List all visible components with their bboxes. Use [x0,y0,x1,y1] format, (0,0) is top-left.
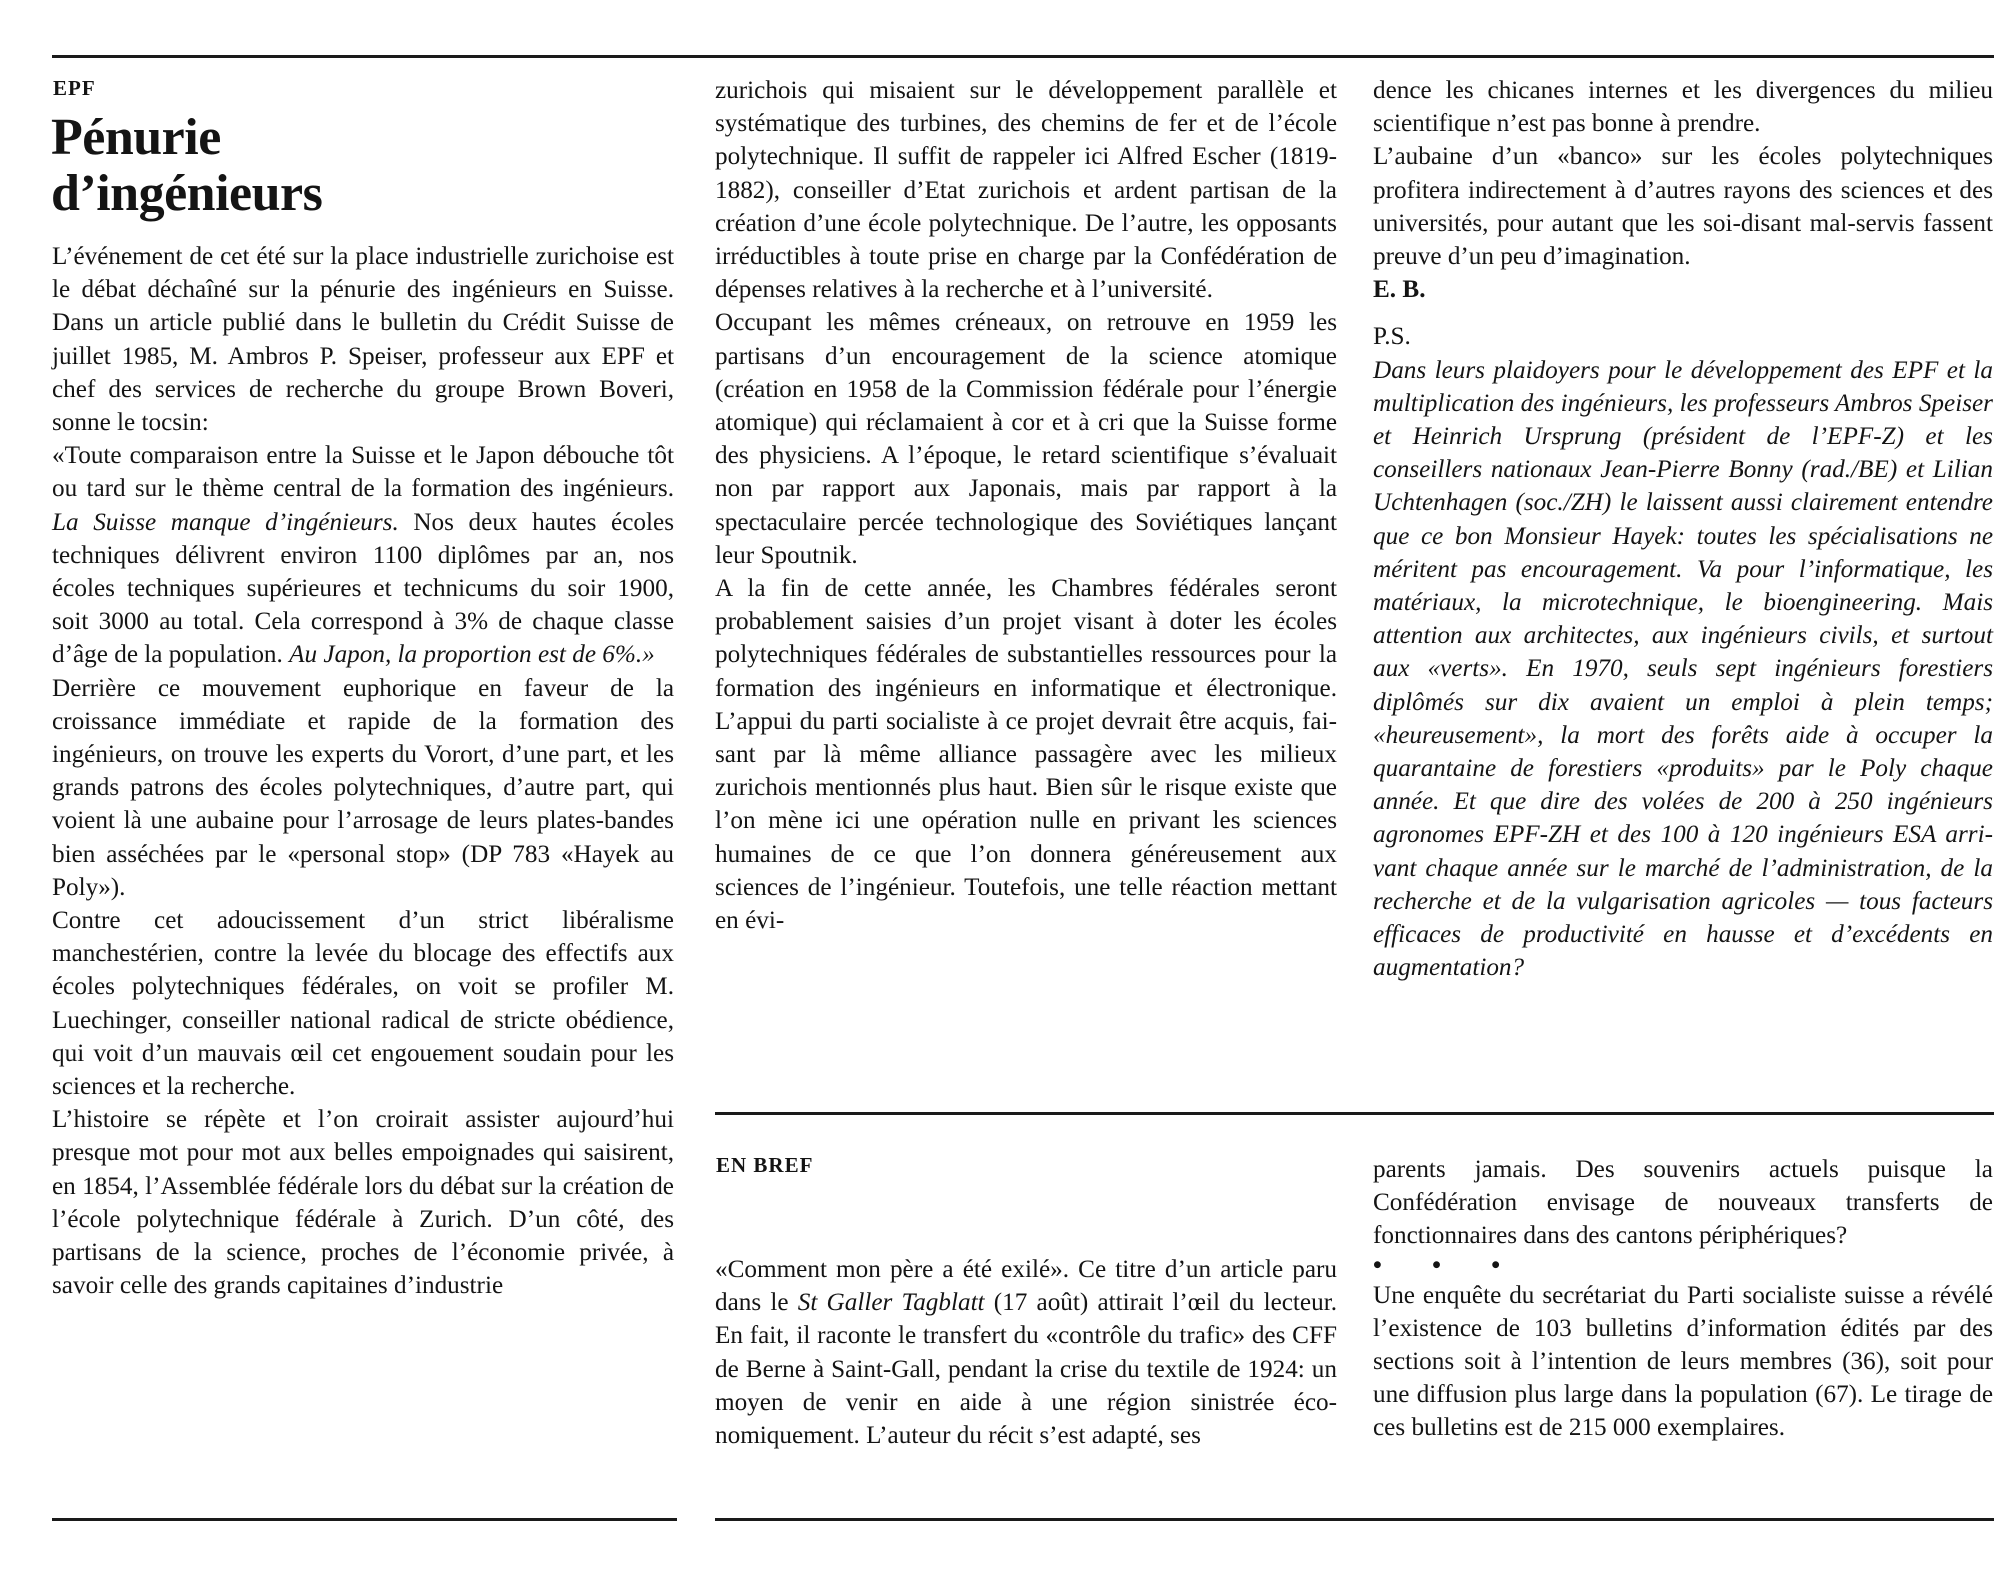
article-title-line-1: Pénurie [51,109,221,166]
article-paragraph: dence les chicanes internes et les divergences du milieu scientifique n’est pas bonne à prendre. [1373,77,1993,138]
newspaper-title: St Galler Tagblatt [797,1289,985,1317]
brief-paragraph: parents jamais. Des souvenirs actuels puisque la Confédération envisage de nouveaux transferts de fonctionnaires dans des cantons périphériques? [1373,1156,1993,1250]
article-paragraph: Contre cet adoucissement d’un strict libéralisme manchestérien, contre la levée du blocage des effectifs aux écoles polytechniques fédérales, on voit se profiler M. Luechinger, conseiller national radical de stricte obédience, qui voit d’un mauvais œil cet engouement soudain pour les sciences et la recherche. [52,907,674,1101]
article-paragraph: L’aubaine d’un «banco» sur les écoles polytechniques profitera indirectement à d’autres rayons des sciences et des universités, pour autant que les soi-disant mal-servis fassent preuve d’un peu d’imagination. [1373,143,1993,271]
article-paragraph: zurichois qui misaient sur le développement parallèle et systématique des turbines, des chemins de fer et de l’école polytechnique. Il suffit de rappeler ici Alfred Escher (1819-1882), conseiller d’Etat zurichois et ardent partisan de la création d’une école polytechnique. De l’autre, les opposants irréductibles à toute prise en charge par la Confédération de dépenses relatives à la recherche et à l’université. [715,77,1337,304]
quote-text: «Toute comparaison entre la Suisse et le Japon débouche tôt ou tard sur le thème central de la formation des ingénieurs. [52,442,674,503]
quote-text: Nos deux hautes écoles techniques délivrent environ 1100 diplômes par an, nos écoles techniques supérieures et technicums du soir 1900, soit 3000 au total. Cela correspond à 3% de chaque classe d’âge de la population. [52,508,674,669]
brief-paragraph [715,1253,1337,1452]
brief-text: «Comment mon père a été exilé». Ce titre d’un article paru dans le [715,1256,1337,1317]
brief-column-1 [715,1253,1337,1452]
section-kicker: EPF [53,76,96,100]
top-rule [52,55,1994,58]
mid-rule [715,1112,1994,1115]
postscript-label: P.S. [1373,323,1411,351]
brief-separator: • • • [1373,1251,1523,1279]
article-column-3 [1373,74,1993,984]
article-title-line-2: d’ingénieurs [51,165,323,222]
article-paragraph: L’histoire se répète et l’on croirait assister aujourd’hui presque mot pour mot aux belles empoignades qui saisirent, en 1854, l’Assemblée fédérale lors du débat sur la création de l’école polytechnique fédérale à Zurich. D’un côté, des partisans de la science, proches de l’économie privée, à savoir celle des grands capitaines d’industrie [52,1106,674,1300]
brief-text: (17 août) attirait l’œil du lecteur. En fait, il raconte le transfert du «contrôle du trafic» des CFF de Berne à Saint-Gall, pendant la crise du textile de 1924: un moyen de venir en aide à une région sinistrée économiquement. L’auteur du récit s’est adapté, ses [715,1289,1337,1450]
article-paragraph: L’événement de cet été sur la place industrielle zurichoise est le débat déchaîné sur la pénurie des ingénieurs en Suisse. Dans un article publié dans le bulletin du Crédit Suisse de juillet 1985, M. Ambros P. Speiser, professeur aux EPF et chef des services de recherche du groupe Brown Boveri, sonne le tocsin: [52,243,674,437]
article-column-1 [52,240,674,1303]
quote-emphasis: La Suisse manque d’ingénieurs. [52,508,399,536]
postscript-text: Dans leurs plaidoyers pour le développement des EPF et la multiplication des ingénieurs, les professeurs Ambros Speiser et Heinrich Ursprung (président de l’EPF-Z) et les conseillers nationaux Jean-Pierre Bonny (rad./BE) et Lilian Uchtenhagen (soc./ZH) le laissent aussi clairement entendre que ce bon Monsieur Hayek: toutes les spécialisations ne méritent pas encouragement. Va pour l’informatique, les matériaux, la microtechnique, le bioengineering. Mais attention aux architectes, aux ingénieurs civils, et surtout aux «verts». En 1970, seuls sept ingénieurs forestiers diplômés sur dix avaient un emploi à plein temps; «heureusement», la mort des forêts aide à occuper la quarantaine de forestiers «produits» par le Poly chaque année. Et que dire des volées de 200 à 250 ingénieurs agronomes EPF-ZH et des 100 à 120 ingénieurs ESA arrivant chaque année sur le marché de l’administration, de la recherche et de la vulgarisation agricoles — tous facteurs efficaces de productivité en hausse et d’excédents en augmentation? [1373,356,1993,982]
brief-paragraph: Une enquête du secrétariat du Parti socialiste suisse a révélé l’existence de 103 bulletins d’information édités par des sections soit à l’intention de leurs membres (36), soit pour une diffusion plus large dans la population (67). Le tirage de ces bulletins est de 215 000 exemplaires. [1373,1281,1993,1442]
author-signature: E. B. [1373,276,1426,304]
article-column-2 [715,74,1337,937]
brief-kicker: EN BREF [716,1153,814,1177]
article-paragraph: A la fin de cette année, les Chambres fédérales seront probablement saisies d’un projet visant à doter les écoles polytechniques fédérales de substantielles ressources pour la formation des ingénieurs en informatique et électronique. L’appui du parti socialiste à ce projet devrait être acquis, faisant par là même alliance passagère avec les milieux zurichois mentionnés plus haut. Bien sûr le risque existe que l’on mène ici une opération nulle en privant les sciences humaines de ce que l’on donnera généreusement aux sciences de l’ingénieur. Toutefois, une telle réaction mettant en évi- [715,575,1337,935]
article-quote-paragraph [52,439,674,671]
article-title [51,110,322,222]
bottom-rule-right [715,1518,1994,1521]
quote-emphasis: Au Japon, la proportion est de 6%.» [289,641,655,669]
article-paragraph: Occupant les mêmes créneaux, on retrouve en 1959 les partisans d’un encouragement de la science atomique (création en 1958 de la Commission fédérale pour l’énergie atomique) qui réclamaient à cor et à cri que la Suisse forme des physiciens. A l’époque, le retard scientifique s’évaluait non par rapport aux Japonais, mais par rapport à la spectaculaire percée technologique des Soviétiques lançant leur Spoutnik. [715,309,1337,569]
brief-column-2 [1373,1153,1993,1445]
article-paragraph: Derrière ce mouvement euphorique en faveur de la croissance immédiate et rapide de la formation des ingénieurs, on trouve les experts du Vorort, d’une part, et les grands patrons des écoles polytechniques, d’autre part, qui voient là une aubaine pour l’arrosage de leurs plates-bandes bien asséchées par le «personal stop» (DP 783 «Hayek au Poly»). [52,674,674,901]
bottom-rule-left [52,1518,677,1521]
